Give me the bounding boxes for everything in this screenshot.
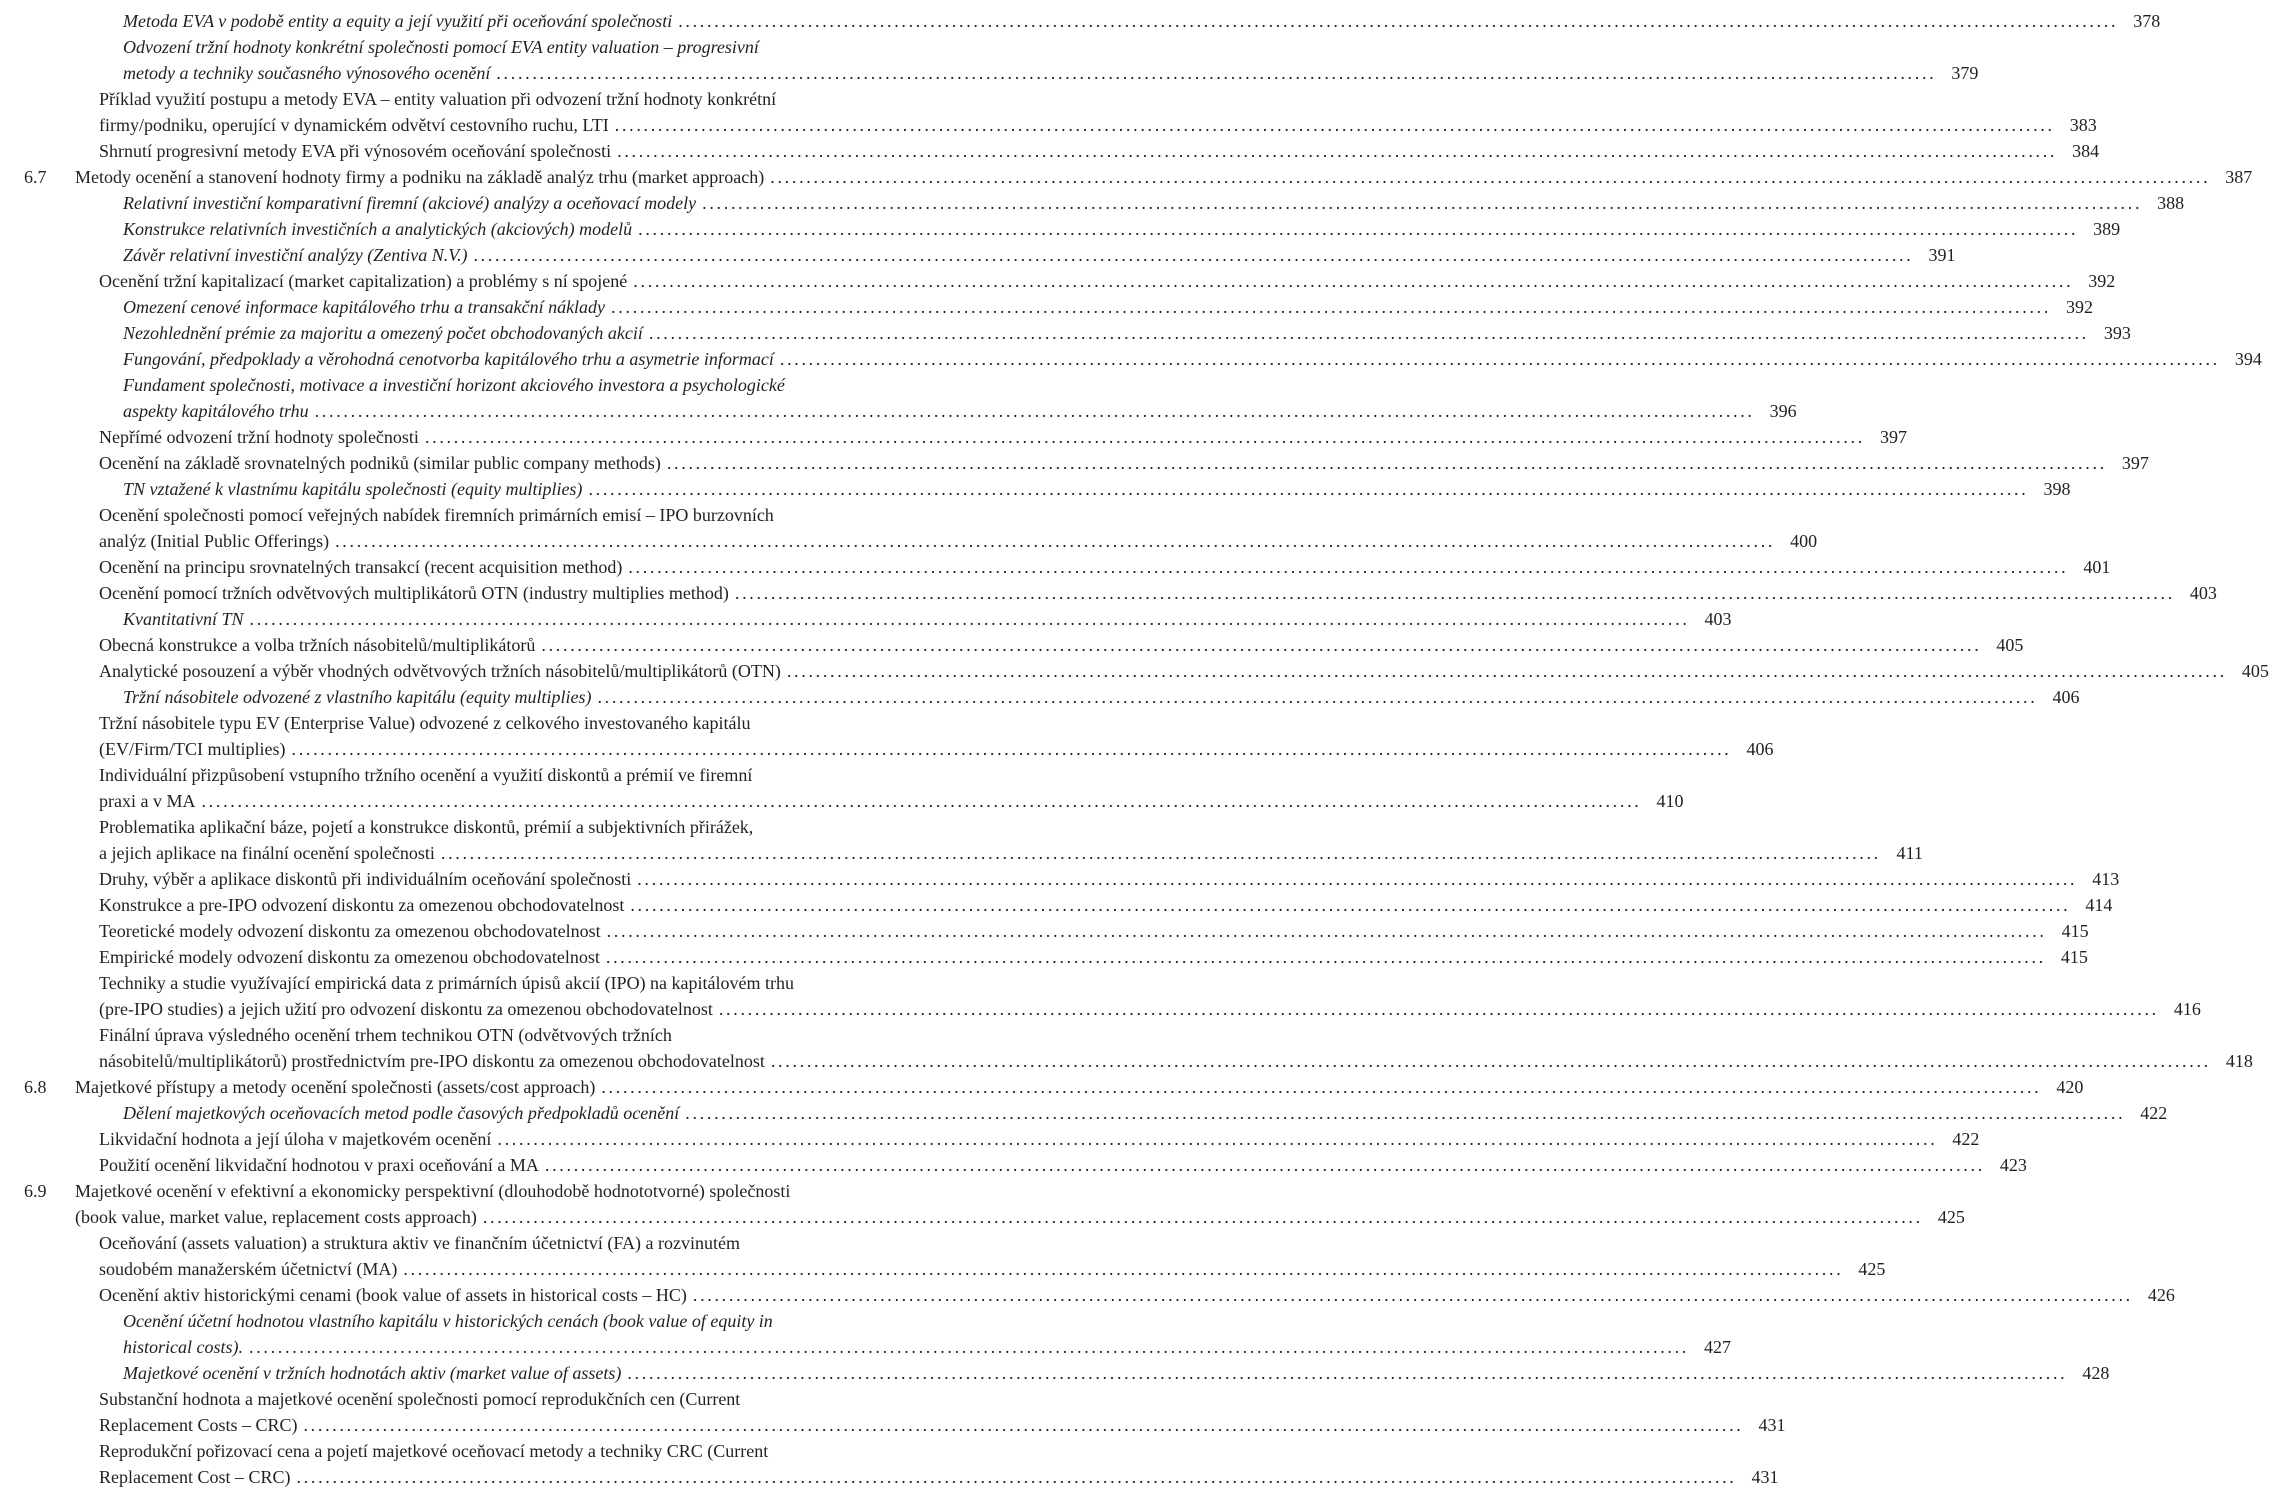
entry-title: Substanční hodnota a majetkové ocenění společnosti pomocí reprodukčních cen (Current xyxy=(99,1389,741,1409)
toc-entry xyxy=(0,762,1684,814)
entry-title: praxi a v MA xyxy=(99,791,196,811)
entry-title: Odvození tržní hodnoty konkrétní společnosti pomocí EVA entity valuation – progresivní xyxy=(123,37,759,57)
entry-title: Obecná konstrukce a volba tržních násobitelů/multiplikátorů xyxy=(99,635,536,655)
toc-entry xyxy=(0,476,2071,502)
dot-leader: ........................................................................................................................................................................................................ xyxy=(702,193,2143,213)
toc-entry xyxy=(0,1230,1886,1282)
toc-entry xyxy=(0,1074,2084,1100)
entry-title: Nepřímé odvození tržní hodnoty společnosti xyxy=(99,427,419,447)
dot-leader: ........................................................................................................................................................................................................ xyxy=(291,739,1732,759)
entry-title: Ocenění pomocí tržních odvětvových multiplikátorů OTN (industry multiplies method) xyxy=(99,583,729,603)
dot-leader: ........................................................................................................................................................................................................ xyxy=(544,1155,1985,1175)
dot-leader: ........................................................................................................................................................................................................ xyxy=(601,1077,2042,1097)
toc-entry xyxy=(0,424,1907,450)
toc-entry xyxy=(0,34,1979,86)
entry-title: Tržní násobitele typu EV (Enterprise Value) odvozené z celkového investovaného kapitálu xyxy=(99,713,751,733)
entry-title: Příklad využití postupu a metody EVA – entity valuation při odvození tržní hodnoty konkrétní xyxy=(99,89,777,109)
toc-entry xyxy=(0,164,2253,190)
page-number: 415 xyxy=(2060,947,2088,967)
page-number: 403 xyxy=(2189,583,2217,603)
toc-entry xyxy=(0,216,2121,242)
toc-entry xyxy=(0,580,2217,606)
dot-leader: ........................................................................................................................................................................................................ xyxy=(638,219,2079,239)
dot-leader: ........................................................................................................................................................................................................ xyxy=(335,531,1776,551)
page-number: 398 xyxy=(2043,479,2071,499)
page-number: 394 xyxy=(2234,349,2262,369)
entry-title: (pre-IPO studies) a jejich užití pro odvození diskontu za omezenou obchodovatelnost xyxy=(99,999,713,1019)
toc-entry xyxy=(0,450,2149,476)
page-number: 384 xyxy=(2072,141,2100,161)
table-of-contents xyxy=(0,8,2269,1490)
page-number: 405 xyxy=(1996,635,2024,655)
entry-title: TN vztažené k vlastnímu kapitálu společnosti (equity multiplies) xyxy=(123,479,583,499)
entry-title: Použití ocenění likvidační hodnotou v praxi oceňování a MA xyxy=(99,1155,539,1175)
entry-title: soudobém manažerském účetnictví (MA) xyxy=(99,1259,398,1279)
toc-entry xyxy=(0,632,2024,658)
dot-leader: ........................................................................................................................................................................................................ xyxy=(614,115,2055,135)
toc-entry xyxy=(0,1386,1786,1438)
dot-leader: ........................................................................................................................................................................................................ xyxy=(627,1363,2068,1383)
entry-title: (EV/Firm/TCI multiplies) xyxy=(99,739,286,759)
toc-entry xyxy=(0,320,2131,346)
entry-title: Konstrukce relativních investičních a analytických (akciových) modelů xyxy=(123,219,633,239)
toc-entry xyxy=(0,1152,2027,1178)
toc-entry xyxy=(0,1178,1965,1230)
page-number: 403 xyxy=(1704,609,1732,629)
page-number: 411 xyxy=(1896,843,1923,863)
page-number: 392 xyxy=(2066,297,2094,317)
dot-leader: ........................................................................................................................................................................................................ xyxy=(770,1051,2211,1071)
entry-title: Ocenění na principu srovnatelných transakcí (recent acquisition method) xyxy=(99,557,623,577)
page-number: 389 xyxy=(2093,219,2121,239)
page-number: 425 xyxy=(1937,1207,1965,1227)
dot-leader: ........................................................................................................................................................................................................ xyxy=(617,141,2058,161)
toc-entry xyxy=(0,892,2113,918)
dot-leader: ........................................................................................................................................................................................................ xyxy=(249,1337,1689,1357)
toc-entry xyxy=(0,268,2116,294)
toc-entry xyxy=(0,1100,2168,1126)
entry-title: Finální úprava výsledného ocenění trhem technikou OTN (odvětvových tržních xyxy=(99,1025,672,1045)
entry-title: Analytické posouzení a výběr vhodných odvětvových tržních násobitelů/multiplikátorů (OTN) xyxy=(99,661,781,681)
entry-title: (book value, market value, replacement costs approach) xyxy=(75,1207,477,1227)
toc-entry xyxy=(0,1308,1731,1360)
page-number: 422 xyxy=(2140,1103,2168,1123)
entry-title: Fungování, předpoklady a věrohodná cenotvorba kapitálového trhu a asymetrie informací xyxy=(123,349,774,369)
entry-title: Likvidační hodnota a její úloha v majetkovém ocenění xyxy=(99,1129,492,1149)
entry-title: Empirické modely odvození diskontu za omezenou obchodovatelnost xyxy=(99,947,600,967)
toc-entry xyxy=(0,918,2089,944)
entry-title: Druhy, výběr a aplikace diskontů při individuálním oceňování společnosti xyxy=(99,869,632,889)
section-number: 6.9 xyxy=(24,1181,47,1201)
page-number: 406 xyxy=(1746,739,1774,759)
page-number: 422 xyxy=(1952,1129,1980,1149)
dot-leader: ........................................................................................................................................................................................................ xyxy=(779,349,2220,369)
page-number: 393 xyxy=(2103,323,2131,343)
dot-leader: ........................................................................................................................................................................................................ xyxy=(201,791,1642,811)
dot-leader: ........................................................................................................................................................................................................ xyxy=(718,999,2159,1019)
toc-entry xyxy=(0,1438,1779,1490)
entry-title: Reprodukční pořizovací cena a pojetí majetkové oceňovací metody a techniky CRC (Current xyxy=(99,1441,769,1461)
entry-title: firmy/podniku, operující v dynamickém odvětví cestovního ruchu, LTI xyxy=(99,115,609,135)
entry-title: Relativní investiční komparativní firemní (akciové) analýzy a oceňovací modely xyxy=(123,193,697,213)
page-number: 415 xyxy=(2061,921,2089,941)
toc-entry xyxy=(0,294,2094,320)
entry-title: Fundament společnosti, motivace a investiční horizont akciového investora a psychologické xyxy=(123,375,785,395)
dot-leader: ........................................................................................................................................................................................................ xyxy=(628,557,2069,577)
entry-title: Ocenění aktiv historickými cenami (book value of assets in historical costs – HC) xyxy=(99,1285,687,1305)
page-number: 420 xyxy=(2056,1077,2084,1097)
page-number: 428 xyxy=(2082,1363,2110,1383)
dot-leader: ........................................................................................................................................................................................................ xyxy=(296,1467,1737,1487)
page-number: 426 xyxy=(2147,1285,2175,1305)
dot-leader: ........................................................................................................................................................................................................ xyxy=(606,921,2047,941)
dot-leader: ........................................................................................................................................................................................................ xyxy=(611,297,2052,317)
toc-entry xyxy=(0,346,2262,372)
dot-leader: ........................................................................................................................................................................................................ xyxy=(314,401,1755,421)
dot-leader: ........................................................................................................................................................................................................ xyxy=(496,63,1937,83)
dot-leader: ........................................................................................................................................................................................................ xyxy=(786,661,2227,681)
page-number: 388 xyxy=(2157,193,2185,213)
page-number: 400 xyxy=(1790,531,1818,551)
page-number: 416 xyxy=(2173,999,2201,1019)
dot-leader: ........................................................................................................................................................................................................ xyxy=(637,869,2078,889)
toc-entry xyxy=(0,242,1956,268)
toc-entry xyxy=(0,866,2120,892)
dot-leader: ........................................................................................................................................................................................................ xyxy=(403,1259,1844,1279)
page-number: 396 xyxy=(1769,401,1797,421)
entry-title: Problematika aplikační báze, pojetí a konstrukce diskontů, prémií a subjektivních přirážek, xyxy=(99,817,754,837)
toc-entry xyxy=(0,606,1732,632)
toc-entry xyxy=(0,1126,1980,1152)
entry-title: Tržní násobitele odvozené z vlastního kapitálu (equity multiplies) xyxy=(123,687,592,707)
dot-leader: ........................................................................................................................................................................................................ xyxy=(440,843,1881,863)
entry-title: Replacement Costs – CRC) xyxy=(99,1415,298,1435)
toc-entry xyxy=(0,138,2100,164)
entry-title: Ocenění na základě srovnatelných podniků (similar public company methods) xyxy=(99,453,661,473)
section-number: 6.7 xyxy=(24,167,47,187)
entry-title: Závěr relativní investiční analýzy (Zentiva N.V.) xyxy=(123,245,468,265)
entry-title: Ocenění společnosti pomocí veřejných nabídek firemních primárních emisí – IPO burzovních xyxy=(99,505,774,525)
page-number: 383 xyxy=(2069,115,2097,135)
entry-title: Omezení cenové informace kapitálového trhu a transakční náklady xyxy=(123,297,606,317)
page-number: 423 xyxy=(1999,1155,2027,1175)
dot-leader: ........................................................................................................................................................................................................ xyxy=(734,583,2175,603)
page-number: 391 xyxy=(1928,245,1956,265)
page-number: 397 xyxy=(2121,453,2149,473)
entry-title: Dělení majetkových oceňovacích metod podle časových předpokladů ocenění xyxy=(123,1103,680,1123)
entry-title: Oceňování (assets valuation) a struktura aktiv ve finančním účetnictví (FA) a rozvinutém xyxy=(99,1233,740,1253)
entry-title: Majetkové přístupy a metody ocenění společnosti (assets/cost approach) xyxy=(75,1077,596,1097)
page-number: 427 xyxy=(1704,1337,1731,1357)
entry-title: Majetkové ocenění v efektivní a ekonomicky perspektivní (dlouhodobě hodnototvorné) společnosti xyxy=(75,1181,791,1201)
dot-leader: ........................................................................................................................................................................................................ xyxy=(482,1207,1923,1227)
entry-title: Teoretické modely odvození diskontu za omezenou obchodovatelnost xyxy=(99,921,601,941)
toc-entry xyxy=(0,372,1797,424)
entry-title: Metoda EVA v podobě entity a equity a její využití při oceňování společnosti xyxy=(123,11,673,31)
toc-entry xyxy=(0,684,2080,710)
page-number: 405 xyxy=(2241,661,2269,681)
entry-title: Shrnutí progresivní metody EVA při výnosovém oceňování společnosti xyxy=(99,141,612,161)
page-number: 431 xyxy=(1751,1467,1779,1487)
page-number: 379 xyxy=(1951,63,1979,83)
page-number: 431 xyxy=(1758,1415,1786,1435)
toc-entry xyxy=(0,190,2185,216)
entry-title: Individuální přizpůsobení vstupního tržního ocenění a využití diskontů a prémií ve firemní xyxy=(99,765,753,785)
page-number: 392 xyxy=(2088,271,2116,291)
page-number: 418 xyxy=(2225,1051,2253,1071)
dot-leader: ........................................................................................................................................................................................................ xyxy=(588,479,2029,499)
entry-title: Metody ocenění a stanovení hodnoty firmy a podniku na základě analýz trhu (market approach) xyxy=(75,167,765,187)
entry-title: Ocenění tržní kapitalizací (market capitalization) a problémy s ní spojené xyxy=(99,271,628,291)
dot-leader: ........................................................................................................................................................................................................ xyxy=(597,687,2038,707)
page-number: 410 xyxy=(1656,791,1684,811)
toc-entry xyxy=(0,1282,2175,1308)
dot-leader: ........................................................................................................................................................................................................ xyxy=(666,453,2107,473)
dot-leader: ........................................................................................................................................................................................................ xyxy=(249,609,1690,629)
toc-entry xyxy=(0,710,1774,762)
toc-entry xyxy=(0,554,2111,580)
toc-entry xyxy=(0,658,2269,684)
toc-entry xyxy=(0,944,2088,970)
dot-leader: ........................................................................................................................................................................................................ xyxy=(633,271,2074,291)
page-number: 401 xyxy=(2083,557,2111,577)
toc-entry xyxy=(0,1022,2253,1074)
dot-leader: ........................................................................................................................................................................................................ xyxy=(685,1103,2126,1123)
toc-entry xyxy=(0,8,2161,34)
dot-leader: ........................................................................................................................................................................................................ xyxy=(541,635,1982,655)
page-number: 387 xyxy=(2225,167,2253,187)
dot-leader: ........................................................................................................................................................................................................ xyxy=(303,1415,1744,1435)
entry-title: metody a techniky současného výnosového ocenění xyxy=(123,63,491,83)
dot-leader: ........................................................................................................................................................................................................ xyxy=(692,1285,2133,1305)
page-number: 406 xyxy=(2052,687,2080,707)
dot-leader: ........................................................................................................................................................................................................ xyxy=(678,11,2119,31)
entry-title: Majetkové ocenění v tržních hodnotách aktiv (market value of assets) xyxy=(123,1363,622,1383)
page-number: 414 xyxy=(2085,895,2113,915)
entry-title: analýz (Initial Public Offerings) xyxy=(99,531,330,551)
entry-title: aspekty kapitálového trhu xyxy=(123,401,309,421)
page-number: 425 xyxy=(1858,1259,1886,1279)
dot-leader: ........................................................................................................................................................................................................ xyxy=(648,323,2089,343)
entry-title: Nezohlednění prémie za majoritu a omezený počet obchodovaných akcií xyxy=(123,323,643,343)
toc-entry xyxy=(0,970,2201,1022)
entry-title: násobitelů/multiplikátorů) prostřednictvím pre-IPO diskontu za omezenou obchodovatelnost xyxy=(99,1051,765,1071)
dot-leader: ........................................................................................................................................................................................................ xyxy=(473,245,1914,265)
entry-title: Ocenění účetní hodnotou vlastního kapitálu v historických cenách (book value of equity in xyxy=(123,1311,773,1331)
entry-title: a jejich aplikace na finální ocenění společnosti xyxy=(99,843,435,863)
dot-leader: ........................................................................................................................................................................................................ xyxy=(630,895,2071,915)
dot-leader: ........................................................................................................................................................................................................ xyxy=(497,1129,1938,1149)
toc-entry xyxy=(0,814,1923,866)
toc-entry xyxy=(0,1360,2110,1386)
dot-leader: ........................................................................................................................................................................................................ xyxy=(424,427,1865,447)
toc-entry xyxy=(0,502,1818,554)
entry-title: Replacement Cost – CRC) xyxy=(99,1467,291,1487)
entry-title: Konstrukce a pre-IPO odvození diskontu za omezenou obchodovatelnost xyxy=(99,895,625,915)
entry-title: Techniky a studie využívající empirická data z primárních úpisů akcií (IPO) na kapitálovém trhu xyxy=(99,973,795,993)
page-number: 397 xyxy=(1879,427,1907,447)
toc-entry xyxy=(0,86,2097,138)
dot-leader: ........................................................................................................................................................................................................ xyxy=(605,947,2046,967)
page-number: 413 xyxy=(2092,869,2120,889)
dot-leader: ........................................................................................................................................................................................................ xyxy=(770,167,2211,187)
section-number: 6.8 xyxy=(24,1077,47,1097)
page-number: 378 xyxy=(2133,11,2161,31)
entry-title: Kvantitativní TN xyxy=(123,609,244,629)
entry-title: historical costs). xyxy=(123,1337,243,1357)
